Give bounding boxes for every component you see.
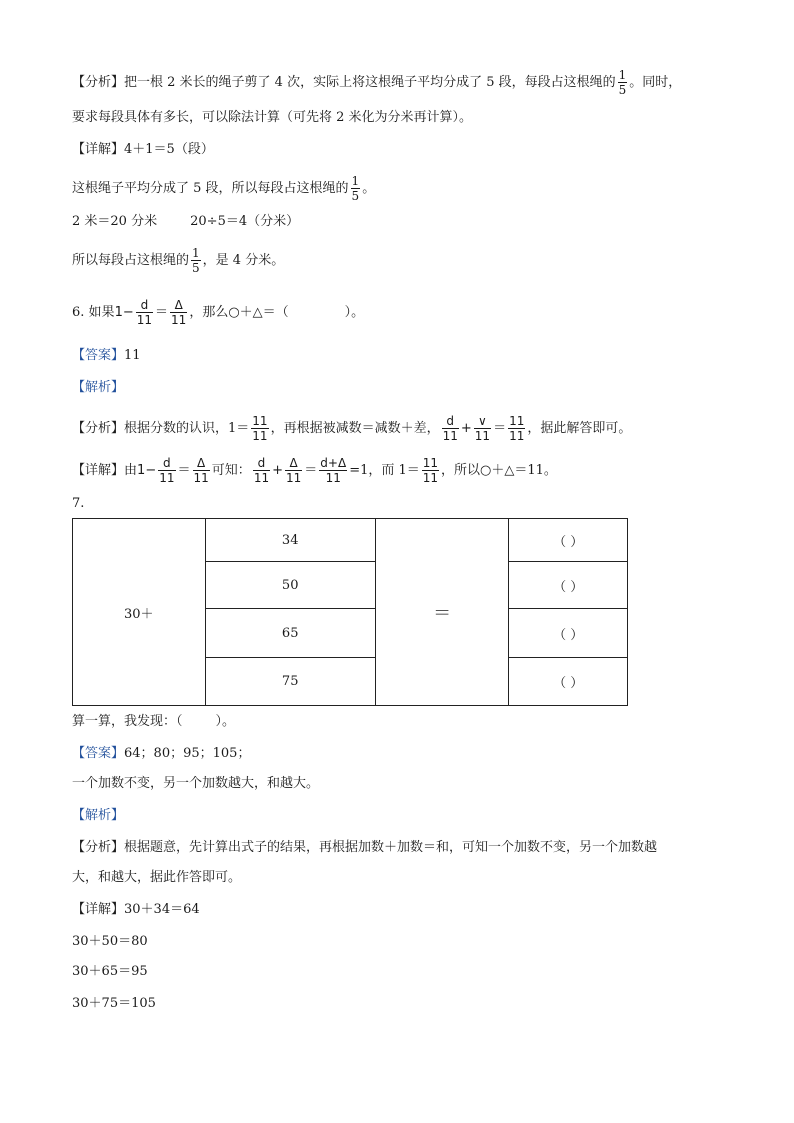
- addend-cell: 65: [205, 609, 375, 658]
- fraction-one-fifth: $\frac{1}{5}$: [351, 174, 360, 203]
- jiexi-tag: 【解析】: [72, 380, 125, 395]
- fraction-one-fifth: $\frac{1}{5}$: [192, 246, 200, 275]
- fraction-d-over-11: $\frac{d}{11}$: [136, 298, 153, 327]
- q7-prompt: 算一算，我发现：（ ）。: [72, 714, 236, 729]
- addend-cell: 34: [205, 519, 375, 562]
- answer-blank-cell[interactable]: （ ）: [509, 658, 628, 706]
- q7-detail-line2: 30＋50＝80: [72, 934, 148, 949]
- answer-blank-cell[interactable]: （ ）: [509, 562, 628, 609]
- answer-tag: 【答案】: [72, 348, 125, 363]
- q6-question: 6. 如果1− $\frac{d}{11}$ ＝ $\frac{\Delta}{11}$ ，那么○＋△＝（ ）。: [72, 298, 365, 327]
- fraction-triangle-over-11: $\frac{\Delta}{11}$: [171, 298, 187, 327]
- q6-detail: 【详解】由1− $\frac{d}{11}$ ＝ $\frac{\Delta}{11}$ 可知： $\frac{d}{11}$ + $\frac{\Delta}{11}$ ＝ $\frac{d+\Delta}{11}$ =1，而 1＝ $\frac{11}{11}$ ，所以○＋△＝11。: [72, 456, 557, 485]
- fraction-11-over-11: $\frac{11}{11}$: [422, 456, 439, 485]
- q7-answer: 【答案】64；80；95；105；: [72, 746, 251, 761]
- q7-addition-table: [72, 518, 628, 706]
- answer-tag: 【答案】: [72, 746, 125, 761]
- q7-jiexi: [72, 806, 124, 826]
- prev-analysis-line2: 要求每段具体有多长，可以除法计算（可先将 2 米化为分米再计算）。: [72, 110, 473, 125]
- q7-detail-line3: 30＋65＝95: [72, 964, 148, 979]
- analysis-tag: 【分析】: [72, 75, 125, 90]
- detail-tag: 【详解】: [72, 142, 125, 157]
- fraction-one-fifth: $\frac{1}{5}$: [618, 68, 627, 97]
- q6-analysis: 【分析】根据分数的认识，1＝ $\frac{11}{11}$ ，再根据被减数＝减数＋差， $\frac{d}{11}$ + $\frac{\vee}{11}$ ＝ $\frac{11}{11}$ ，据此解答即可。: [72, 414, 632, 443]
- prev-detail-line3: 2 米＝20 分米 20÷5＝4（分米）: [72, 214, 300, 229]
- answer-blank-cell[interactable]: （ ）: [509, 609, 628, 658]
- detail-tag: 【详解】: [72, 463, 125, 478]
- addend-cell: 75: [205, 658, 375, 706]
- addend-cell: 50: [205, 562, 375, 609]
- fraction-11-over-11: $\frac{11}{11}$: [252, 414, 268, 443]
- q7-detail-line1: 【详解】30＋34＝64: [72, 902, 200, 917]
- fraction-d-over-11: $\frac{d}{11}$: [253, 456, 270, 485]
- prev-analysis-line1: 【分析】把一根 2 米长的绳子剪了 4 次，实际上将这根绳子平均分成了 5 段，每段占这根绳的 $\frac{1}{5}$ 。同时，: [72, 68, 682, 97]
- equals-cell: ＝: [375, 519, 509, 706]
- question-number: 6.: [72, 305, 85, 320]
- q7-answer-line2: 一个加数不变，另一个加数越大，和越大。: [72, 776, 320, 791]
- q7-analysis-line1: 【分析】根据题意，先计算出式子的结果，再根据加数＋加数＝和，可知一个加数不变，另一个加数越: [72, 840, 658, 855]
- prev-detail-line2: 这根绳子平均分成了 5 段，所以每段占这根绳的 $\frac{1}{5}$ 。: [72, 174, 376, 203]
- analysis-tag: 【分析】: [72, 840, 125, 855]
- detail-tag: 【详解】: [72, 902, 125, 917]
- prev-detail-line1: 【详解】4＋1＝5（段）: [72, 142, 214, 157]
- q7-detail-line4: 30＋75＝105: [72, 996, 156, 1011]
- fraction-triangle-over-11: $\frac{\Delta}{11}$: [286, 456, 302, 485]
- q6-jiexi: [72, 378, 124, 398]
- prev-detail-line4: 所以每段占这根绳的 $\frac{1}{5}$ ，是 4 分米。: [72, 246, 285, 275]
- answer-blank-cell[interactable]: （ ）: [509, 519, 628, 562]
- q6-answer: 【答案】11: [72, 348, 141, 363]
- q7-analysis-line2: 大，和越大，据此作答即可。: [72, 870, 242, 885]
- analysis-tag: 【分析】: [72, 421, 125, 436]
- left-label-cell: 30＋: [73, 519, 206, 706]
- fraction-11-over-11: $\frac{11}{11}$: [509, 414, 525, 443]
- fraction-sum-over-11: $\frac{d+\Delta}{11}$: [320, 456, 347, 485]
- fraction-triangle-over-11: $\frac{\Delta}{11}$: [193, 456, 209, 485]
- fraction-vee-over-11: $\frac{\vee}{11}$: [474, 414, 491, 443]
- fraction-d-over-11: $\frac{d}{11}$: [159, 456, 175, 485]
- q7-number: 7.: [72, 496, 85, 511]
- fraction-d-over-11: $\frac{d}{11}$: [442, 414, 458, 443]
- jiexi-tag: 【解析】: [72, 808, 125, 823]
